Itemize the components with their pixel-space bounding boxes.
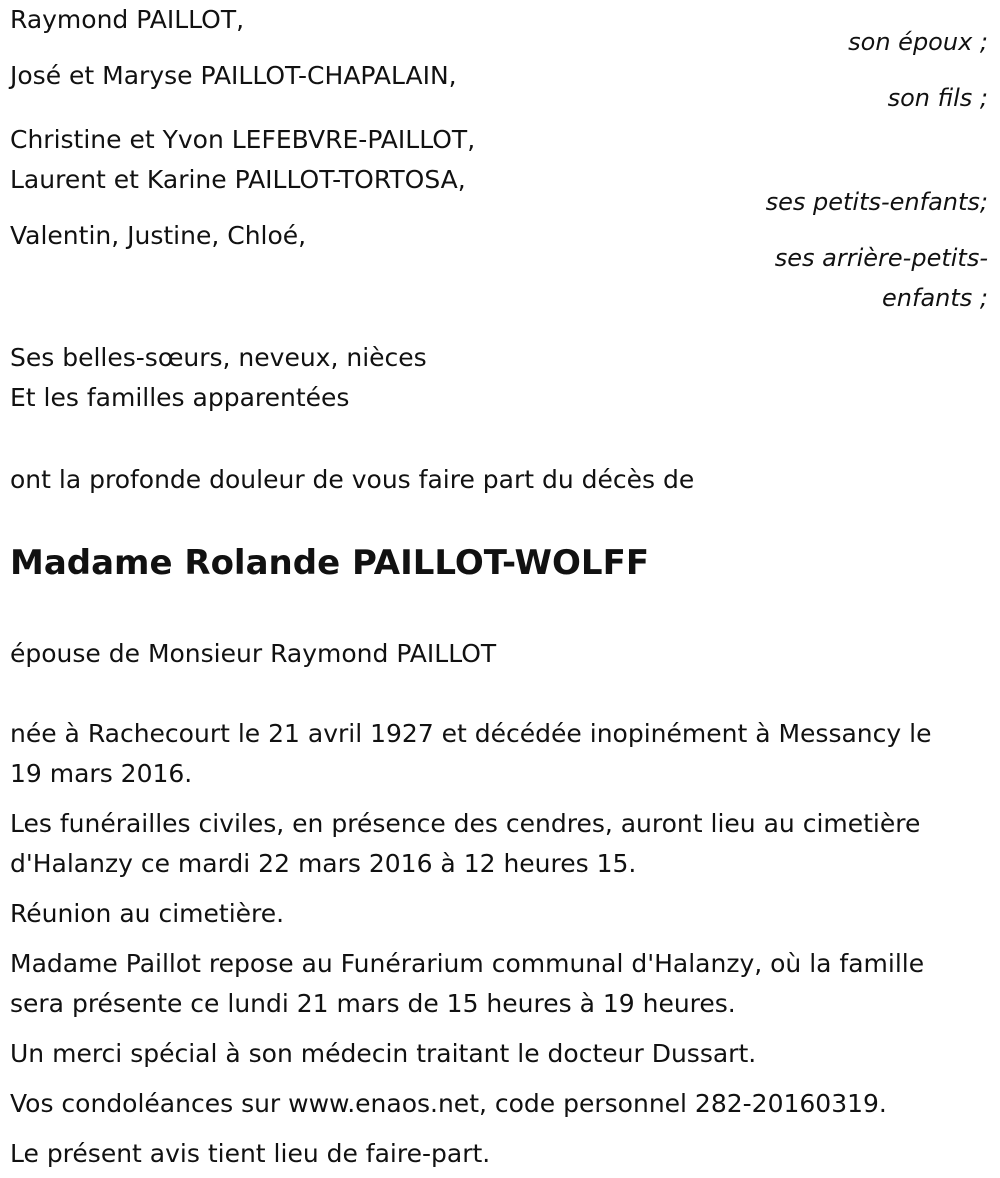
paragraph-line: Un merci spécial à son médecin traitant le docteur Dussart.: [10, 1039, 757, 1068]
family-role: ses petits-enfants;: [765, 188, 988, 216]
family-role: son époux ;: [848, 28, 988, 56]
announcement-text: ont la profonde douleur de vous faire part du décès de: [10, 465, 695, 494]
notice-body: [10, 714, 990, 1174]
paragraph-line: Madame Paillot repose au Funérarium communal d'Halanzy, où la famille: [10, 949, 925, 978]
paragraph-line: sera présente ce lundi 21 mars de 15 heures à 19 heures.: [10, 989, 736, 1018]
other-relatives-line: Ses belles-sœurs, neveux, nièces: [10, 343, 427, 372]
notice-paragraph: [10, 1134, 990, 1174]
family-group-son: [10, 56, 990, 118]
other-relatives-line: Et les familles apparentées: [10, 383, 350, 412]
funerarium-paragraph: [10, 944, 990, 1024]
thanks-paragraph: [10, 1034, 990, 1074]
family-role-line: ses arrière-petits-: [774, 244, 988, 272]
family-name-line: Raymond PAILLOT,: [10, 5, 245, 34]
birth-death-paragraph: [10, 714, 990, 794]
paragraph-line: Les funérailles civiles, en présence des cendres, auront lieu au cimetière: [10, 809, 921, 838]
deceased-name: Madame Rolande PAILLOT-WOLFF: [10, 543, 650, 583]
family-group-grandchildren: [10, 120, 990, 222]
meeting-paragraph: [10, 894, 990, 934]
spouse-line: épouse de Monsieur Raymond PAILLOT: [10, 639, 497, 668]
family-role: son fils ;: [887, 84, 988, 112]
family-name-line: Laurent et Karine PAILLOT-TORTOSA,: [10, 165, 466, 194]
paragraph-line: d'Halanzy ce mardi 22 mars 2016 à 12 heures 15.: [10, 849, 637, 878]
paragraph-line: Le présent avis tient lieu de faire-part.: [10, 1139, 491, 1168]
family-role-line: enfants ;: [882, 284, 988, 312]
family-name-line: Christine et Yvon LEFEBVRE-PAILLOT,: [10, 125, 476, 154]
paragraph-line: Réunion au cimetière.: [10, 899, 285, 928]
family-group-spouse: [10, 0, 990, 62]
paragraph-line: née à Rachecourt le 21 avril 1927 et décédée inopinément à Messancy le: [10, 719, 932, 748]
paragraph-line: 19 mars 2016.: [10, 759, 193, 788]
family-group-great-grandchildren: [10, 216, 990, 318]
condolences-paragraph: [10, 1084, 990, 1124]
other-relatives: [10, 338, 990, 418]
funeral-paragraph: [10, 804, 990, 884]
paragraph-line: Vos condoléances sur www.enaos.net, code personnel 282-20160319.: [10, 1089, 887, 1118]
family-name-line: Valentin, Justine, Chloé,: [10, 221, 307, 250]
family-name-line: José et Maryse PAILLOT-CHAPALAIN,: [10, 61, 457, 90]
